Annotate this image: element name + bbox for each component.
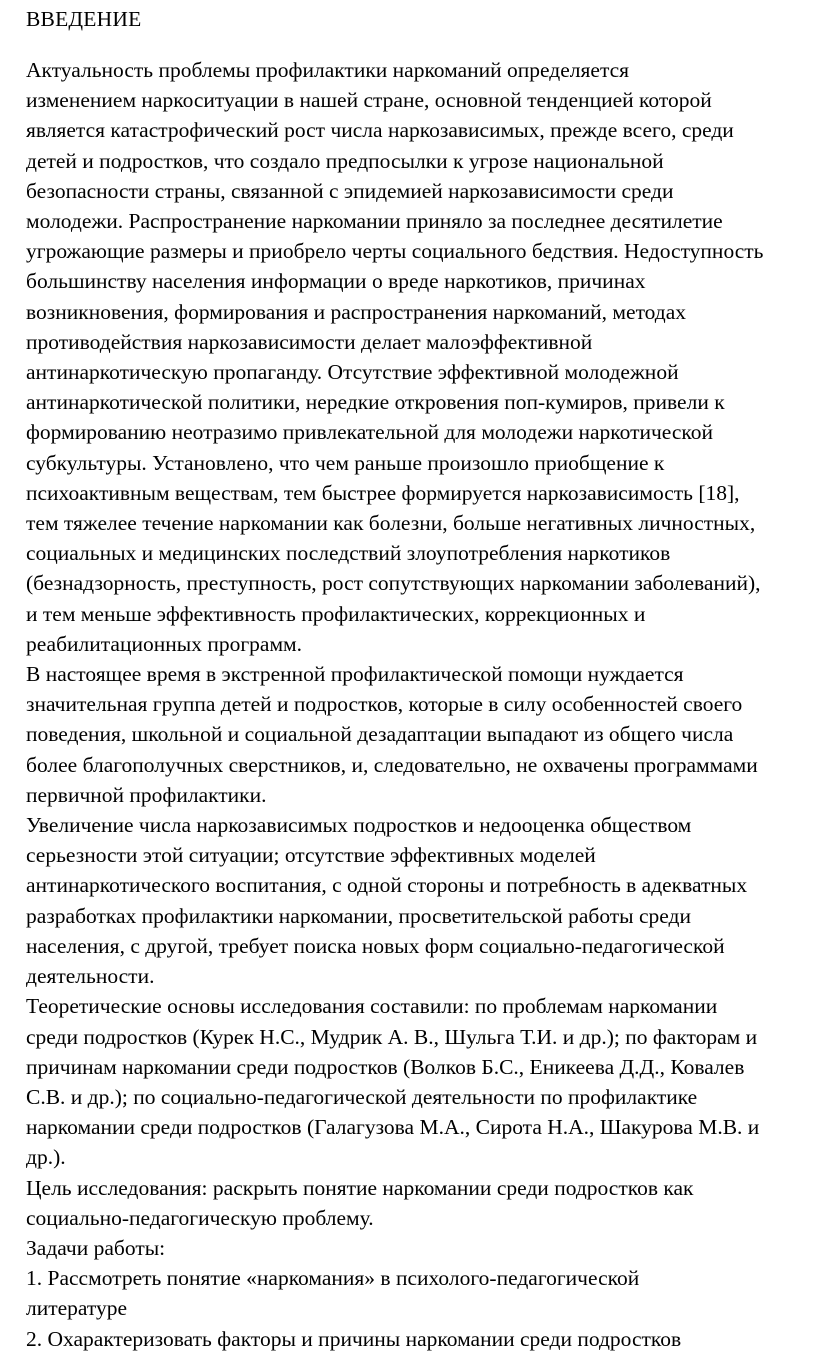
text-line: Задачи работы: — [26, 1235, 166, 1260]
text-line: и тем меньше эффективность профилактических, коррекционных и — [26, 601, 646, 626]
text-line: субкультуры. Установлено, что чем раньше произошло приобщение к — [26, 450, 665, 475]
text-line: населения, с другой, требует поиска новых форм социально-педагогической — [26, 933, 725, 958]
text-line: Увеличение числа наркозависимых подростков и недооценка обществом — [26, 813, 692, 838]
text-line: др.). — [26, 1145, 66, 1170]
text-line: реабилитационных программ. — [26, 631, 303, 656]
document-body — [4, 55, 814, 1354]
text-line: детей и подростков, что создало предпосылки к угрозе национальной — [26, 148, 664, 173]
text-line: 2. Охарактеризовать факторы и причины наркомании среди подростков — [26, 1326, 682, 1351]
text-line: тем тяжелее течение наркомании как болезни, больше негативных личностных, — [26, 511, 756, 536]
text-line: молодежи. Распространение наркомании приняло за последнее десятилетие — [26, 209, 723, 234]
text-line: формированию неотразимо привлекательной для молодежи наркотической — [26, 420, 714, 445]
text-line: среди подростков (Курек Н.С., Мудрик А. В., Шульга Т.И. и др.); по факторам и — [26, 1024, 758, 1049]
text-line: первичной профилактики. — [26, 782, 267, 807]
paragraph-tasks — [4, 1233, 814, 1263]
text-line: В настоящее время в экстренной профилактической помощи нуждается — [26, 662, 684, 687]
text-line: антинаркотическую пропаганду. Отсутствие эффективной молодежной — [26, 360, 679, 385]
section-heading: ВВЕДЕНИЕ — [26, 7, 142, 31]
list-item — [4, 1263, 814, 1323]
paragraph-theory — [4, 991, 814, 1172]
text-line: противодействия наркозависимости делает малоэффективной — [26, 329, 593, 354]
text-line: поведения, школьной и социальной дезадаптации выпадают из общего числа — [26, 722, 734, 747]
text-line: безопасности страны, связанной с эпидемией наркозависимости среди — [26, 178, 674, 203]
text-line: социальных и медицинских последствий злоупотребления наркотиков — [26, 541, 671, 566]
text-line: Теоретические основы исследования составили: по проблемам наркомании — [26, 994, 718, 1019]
text-line: литературе — [26, 1296, 128, 1321]
text-line: наркомании среди подростков (Галагузова М.А., Сирота Н.А., Шакурова М.В. и — [26, 1115, 760, 1140]
text-line: (безнадзорность, преступность, рост сопутствующих наркомании заболеваний), — [26, 571, 761, 596]
text-line: социально-педагогическую проблему. — [26, 1205, 374, 1230]
paragraph-increase — [4, 810, 814, 991]
paragraph-current-need — [4, 659, 814, 810]
text-line: изменением наркоситуации в нашей стране, основной тенденцией которой — [26, 88, 712, 113]
text-line: психоактивным веществам, тем быстрее формируется наркозависимость [18], — [26, 480, 740, 505]
text-line: Цель исследования: раскрыть понятие наркомании среди подростков как — [26, 1175, 694, 1200]
paragraph-relevance — [4, 55, 814, 659]
text-line: возникновения, формирования и распространения наркоманий, методах — [26, 299, 687, 324]
text-line: антинаркотической политики, нередкие откровения поп-кумиров, привели к — [26, 390, 725, 415]
text-line: С.В. и др.); по социально-педагогической деятельности по профилактике — [26, 1084, 698, 1109]
text-line: угрожающие размеры и приобрело черты социального бедствия. Недоступность — [26, 239, 764, 264]
text-line: большинству населения информации о вреде наркотиков, причинах — [26, 269, 646, 294]
text-line: 1. Рассмотреть понятие «наркомания» в психолого-педагогической — [26, 1266, 640, 1291]
text-line: значительная группа детей и подростков, которые в силу особенностей своего — [26, 692, 743, 717]
text-line: более благополучных сверстников, и, следовательно, не охвачены программами — [26, 752, 758, 777]
paragraph-goal — [4, 1173, 814, 1233]
text-line: Актуальность проблемы профилактики наркоманий определяется — [26, 58, 630, 82]
text-line: причинам наркомании среди подростков (Волков Б.С., Еникеева Д.Д., Ковалев — [26, 1054, 745, 1079]
text-line: деятельности. — [26, 964, 155, 989]
list-item — [4, 1324, 814, 1354]
text-line: разработках профилактики наркомании, просветительской работы среди — [26, 903, 691, 928]
text-line: является катастрофический рост числа наркозависимых, прежде всего, среди — [26, 118, 734, 143]
text-line: антинаркотического воспитания, с одной стороны и потребность в адекватных — [26, 873, 748, 898]
text-line: серьезности этой ситуации; отсутствие эффективных моделей — [26, 843, 596, 868]
